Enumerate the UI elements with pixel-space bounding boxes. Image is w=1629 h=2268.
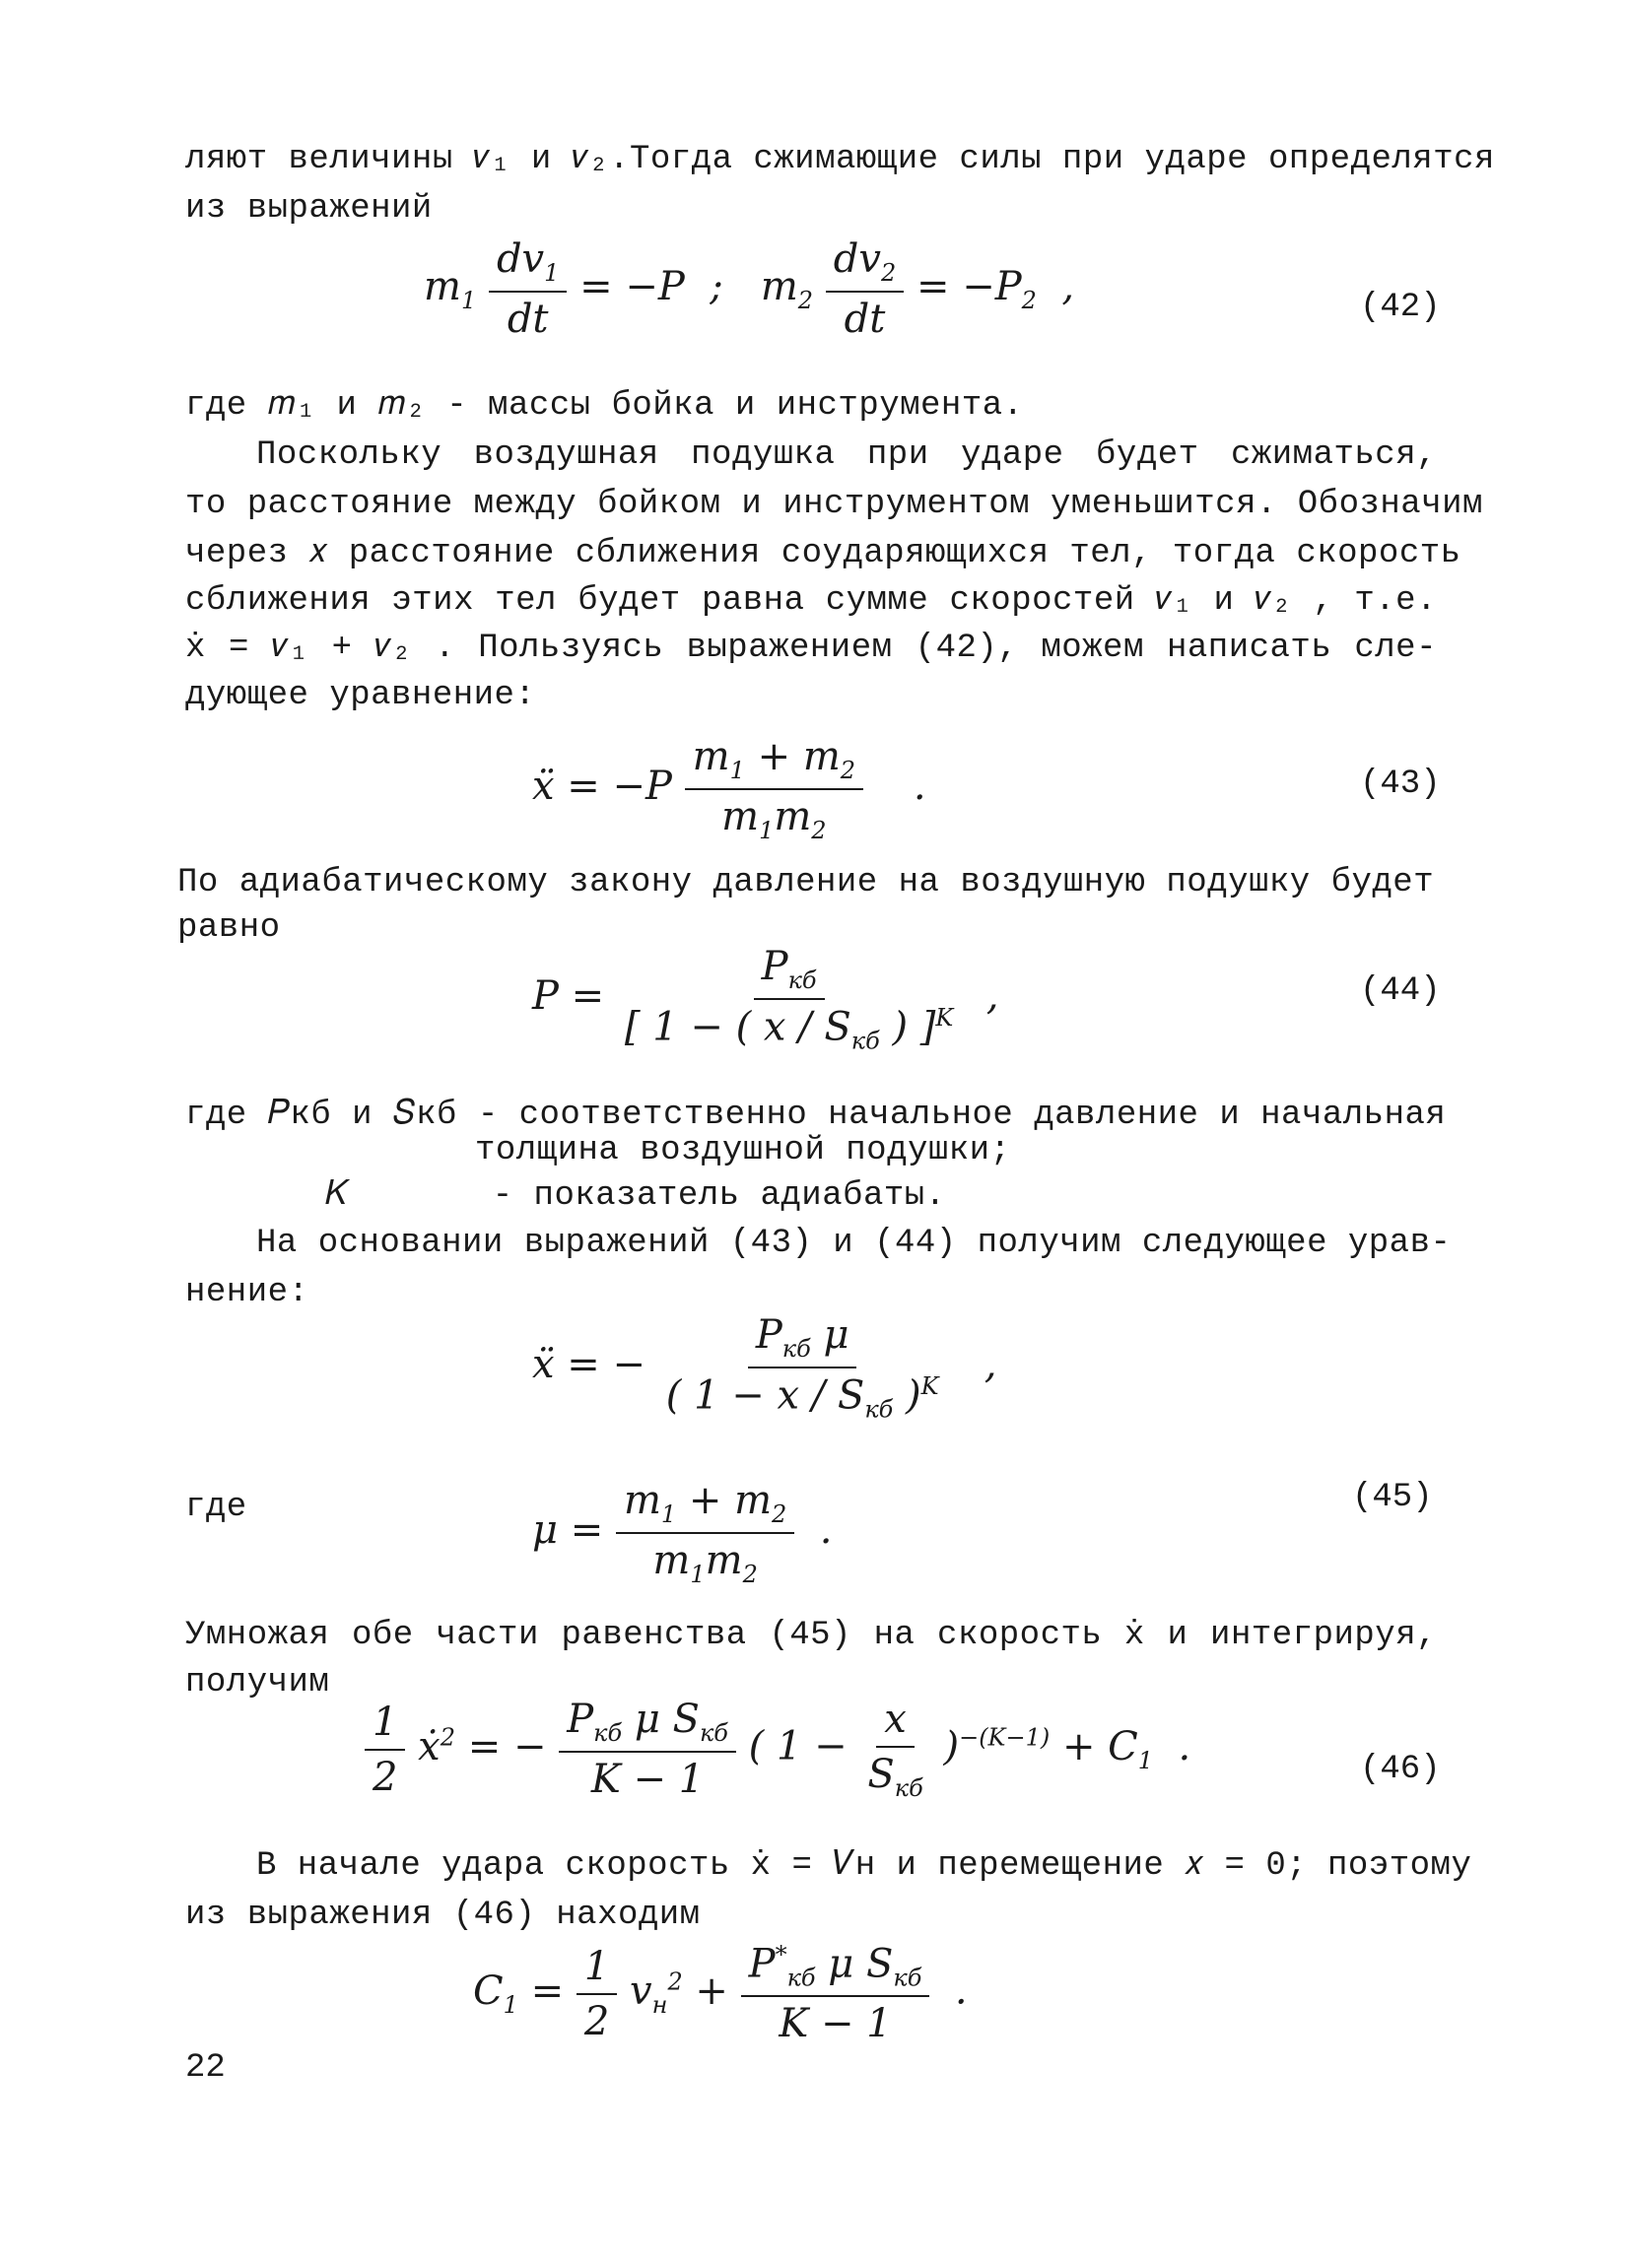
text-line: В начале удара скорость ẋ = 𝑉н и перемещение 𝑥 = 0; поэтому bbox=[256, 1847, 1472, 1885]
text-line: ẋ = 𝑣₁ + 𝑣₂ . Пользуясь выражением (42), можем написать сле- bbox=[185, 630, 1437, 667]
text-line: На основании выражений (43) и (44) получим следующее урав- bbox=[256, 1225, 1452, 1262]
text-line: равно bbox=[177, 909, 281, 947]
text-line: Умножая обе части равенства (45) на скорость ẋ и интегрируя, bbox=[185, 1617, 1437, 1654]
text-line: сближения этих тел будет равна сумме скоростей 𝑣₁ и 𝑣₂ , т.е. bbox=[185, 582, 1437, 620]
text-line: нение: bbox=[185, 1274, 309, 1311]
text-line: По адиабатическому закону давление на воздушную подушку будет bbox=[177, 864, 1435, 901]
text-line: толщина воздушной подушки; bbox=[475, 1132, 1011, 1169]
text-line: где 𝑃кб и 𝑆кб - соответственно начальное давление и начальная bbox=[185, 1097, 1447, 1134]
text-line: через 𝑥 расстояние сближения соударяющихся тел, тогда скорость bbox=[185, 535, 1461, 572]
text-line: получим bbox=[185, 1664, 330, 1701]
equation-43: ẍ = −P $\frac{m_1 + m_2}{m_1m_2}$ . bbox=[532, 734, 926, 844]
equation-number: (42) bbox=[1360, 289, 1441, 326]
equation-number: (45) bbox=[1352, 1479, 1433, 1516]
text-line: где 𝑚₁ и 𝑚₂ - массы бойка и инструмента. bbox=[185, 387, 1024, 425]
equation-42: $m_1$ $\frac{dv_1}{dt}$ = −P ; $m_2$ $\frac{dv_2}{dt}$ = $-P_2$ , bbox=[424, 236, 1075, 342]
equation-number: (43) bbox=[1360, 766, 1441, 803]
text-line: 𝐾 - показатель адиабаты. bbox=[325, 1177, 946, 1215]
text-line: Поскольку воздушная подушка при ударе будет сжиматься, bbox=[256, 436, 1437, 474]
equation-46: $\frac{1}{2}$ ẋ$^2$ = − $\frac{P_{кб} \mu S_{кб}}{K - 1}$ ( 1 − $\frac{x}{S_{кб}}$ )$^{-(K-1)} + C_1$ . bbox=[365, 1697, 1190, 1802]
text-line: то расстояние между бойком и инструментом уменьшится. Обозначим bbox=[185, 486, 1483, 523]
text-line: где bbox=[185, 1489, 247, 1526]
page-number: 22 bbox=[185, 2049, 226, 2087]
text-line: дующее уравнение: bbox=[185, 677, 536, 714]
text-line: из выражений bbox=[185, 190, 433, 228]
equation-c1: $C_1$ = $\frac{1}{2}$ $v_н^2$ + $\frac{P^*_{кб} \mu S_{кб}}{K - 1}$ . bbox=[473, 1941, 968, 2047]
equation-number: (44) bbox=[1360, 972, 1441, 1010]
equation-number: (46) bbox=[1360, 1751, 1441, 1788]
text-line: из выражения (46) находим bbox=[185, 1897, 701, 1934]
text-line: ляют величины 𝑣₁ и 𝑣₂.Тогда сжимающие силы при ударе определятся bbox=[185, 141, 1495, 178]
equation-45b: μ = $\frac{m_1 + m_2}{m_1m_2}$ . bbox=[532, 1478, 833, 1588]
equation-44: P = $\frac{P_{кб}}{[ 1 - ( x / S_{кб} ) ]^K}$ , bbox=[532, 944, 999, 1055]
equation-45a: ẍ = − $\frac{P_{кб} \mu}{( 1 - x / S_{кб} )^K}$ , bbox=[532, 1312, 997, 1424]
